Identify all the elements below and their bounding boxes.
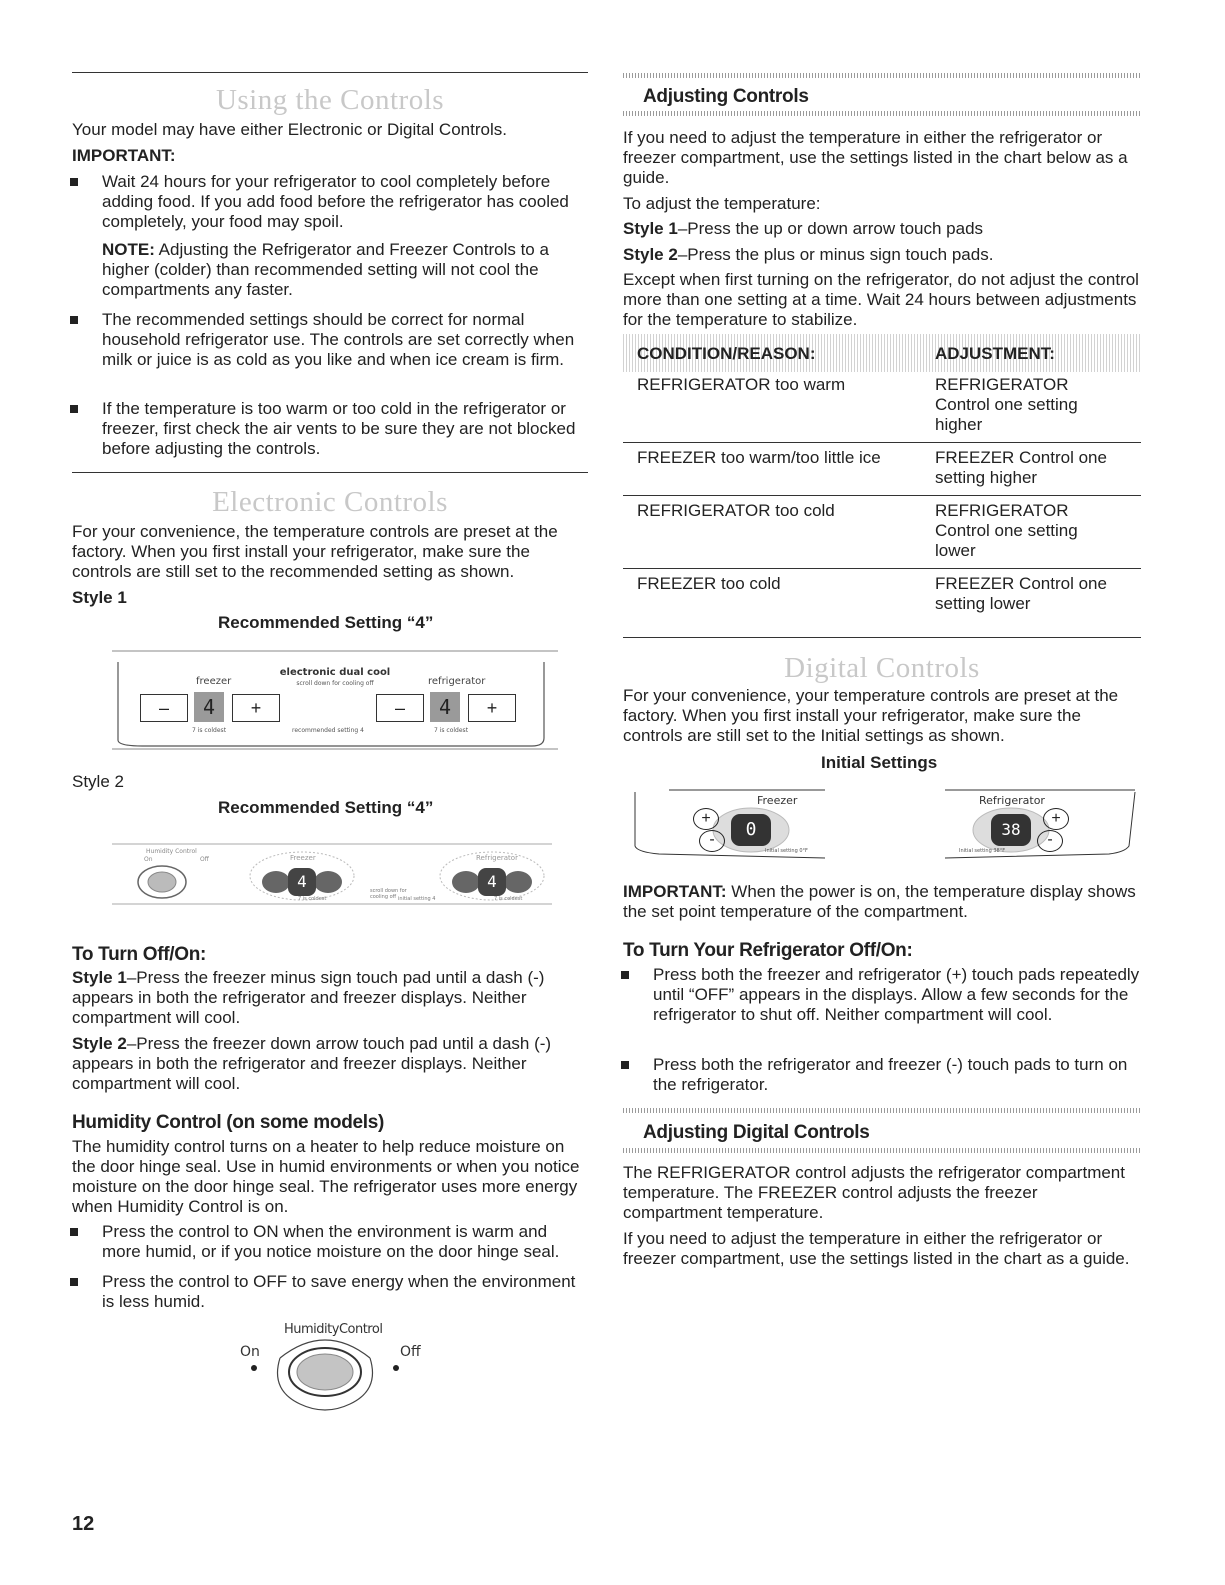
adjustment-cell: FREEZER Control one setting lower xyxy=(935,574,1107,613)
adjustment-table xyxy=(623,334,1141,640)
freezer-display: 0 xyxy=(745,819,757,840)
style1-label: Style 1 xyxy=(623,219,678,238)
electronic-panel-style1 xyxy=(112,650,558,750)
digital-controls-title: Digital Controls xyxy=(784,652,980,684)
refrigerator-display: 38 xyxy=(1001,820,1021,839)
row-divider xyxy=(623,637,1141,638)
humidity-label: Humidity Control xyxy=(146,848,197,855)
coldest-note: 7 is coldest xyxy=(192,727,227,734)
style2-label: Style 2 xyxy=(72,1034,127,1053)
freezer-minus-button[interactable]: – xyxy=(140,694,188,722)
turn-off-style2 xyxy=(72,1034,572,1094)
recommended-note: recommended setting 4 xyxy=(292,727,364,734)
bullet-icon xyxy=(70,316,78,324)
digital-panel xyxy=(629,786,1139,862)
adjustment-cell: REFRIGERATOR Control one setting higher xyxy=(935,375,1078,434)
style1-label: Style 1 xyxy=(72,588,127,607)
initial-note: initial setting 4 xyxy=(398,896,436,902)
note-label: NOTE: xyxy=(102,240,155,259)
humidity-text: The humidity control turns on a heater to help reduce moisture on the door hinge seal. Use in humid environments or when you notice moisture on the door hinge seal. The refrigerator uses more energy when Humidity Control is on. xyxy=(72,1137,580,1216)
row-divider xyxy=(623,495,1141,496)
refrigerator-label: Refrigerator xyxy=(476,854,518,862)
style2-text: –Press the freezer down arrow touch pad until a dash (-) appears in both the refrigerator and freezer displays. Neither compartment will cool. xyxy=(72,1034,552,1093)
refrigerator-minus-button[interactable]: – xyxy=(376,694,424,722)
freezer-plus-button[interactable]: + xyxy=(232,694,280,722)
off-label: Off xyxy=(400,1344,421,1360)
adjusting-p2: To adjust the temperature: xyxy=(623,194,821,213)
bullet-text: Press both the freezer and refrigerator (+) touch pads repeatedly until “OFF” appears in the displays. Allow a few seconds for the refrigerator to shut off. Neither compartment will cool. xyxy=(653,965,1140,1024)
adjusting-p1: If you need to adjust the temperature in either the refrigerator or freezer compartment, use the settings listed in the chart below as a guide. xyxy=(623,128,1128,187)
digital-important xyxy=(623,882,1141,922)
adjustment-cell: REFRIGERATOR Control one setting lower xyxy=(935,501,1078,560)
freezer-initial-note: Initial setting 0°F xyxy=(765,848,808,854)
humidity-control-diagram xyxy=(230,1320,430,1430)
adjusting-digital-heading: Adjusting Digital Controls xyxy=(643,1122,870,1143)
refrigerator-display: 4 xyxy=(430,692,460,722)
note-text: Adjusting the Refrigerator and Freezer Controls to a higher (colder) than recommended setting will not cool the compartments any faster. xyxy=(102,240,549,299)
section-divider xyxy=(72,72,588,73)
row-divider xyxy=(623,568,1141,569)
refrigerator-plus-button[interactable]: + xyxy=(1043,808,1069,830)
style2-label: Style 2 xyxy=(72,772,124,791)
freezer-label: freezer xyxy=(196,676,232,687)
list-item xyxy=(72,172,588,232)
style2-text: –Press the plus or minus sign touch pads. xyxy=(677,245,994,264)
row-divider xyxy=(623,442,1141,443)
refrigerator-initial-note: Initial setting 38°F xyxy=(959,848,1006,854)
bullet-icon xyxy=(70,178,78,186)
coldest-note: 7 is coldest xyxy=(298,896,327,902)
coldest-note: 7 is coldest xyxy=(494,896,523,902)
hatched-divider xyxy=(623,1148,1141,1153)
adjustment-cell: FREEZER Control one setting higher xyxy=(935,448,1107,487)
adjusting-style2 xyxy=(623,245,993,265)
style1-text: –Press the freezer minus sign touch pad until a dash (-) appears in both the refrigerator and freezer displays. Neither compartment will cool. xyxy=(72,968,545,1027)
hatched-divider xyxy=(623,1108,1141,1113)
style2-caption: Recommended Setting “4” xyxy=(218,798,434,817)
scroll-note: scroll down for cooling off xyxy=(370,888,407,900)
header-condition: CONDITION/REASON: xyxy=(637,344,816,363)
off-label: Off xyxy=(200,856,209,863)
freezer-plus-button[interactable]: + xyxy=(693,808,719,830)
using-controls-title: Using the Controls xyxy=(215,84,445,116)
turn-off-style1 xyxy=(72,968,572,1028)
list-item xyxy=(72,310,588,370)
adjusting-style1 xyxy=(623,219,983,239)
bullet-text: Press the control to ON when the environment is warm and more humid, or if you notice moisture on the door hinge seal. xyxy=(102,1222,560,1261)
turn-off-on-heading: To Turn Off/On: xyxy=(72,944,207,965)
initial-settings-caption: Initial Settings xyxy=(821,753,938,772)
bullet-icon xyxy=(621,1061,629,1069)
digital-intro: For your convenience, your temperature controls are preset at the factory. When you first install your refrigerator, make sure the controls are still set to the Initial settings as shown. xyxy=(623,686,1119,745)
refrigerator-display: 4 xyxy=(487,872,497,891)
electronic-controls-title: Electronic Controls xyxy=(212,486,448,518)
bullet-icon xyxy=(621,971,629,979)
list-item xyxy=(623,965,1141,1025)
refrigerator-minus-button[interactable]: - xyxy=(1037,830,1063,852)
panel-subtitle: scroll down for cooling off xyxy=(296,680,374,687)
bullet-text: Wait 24 hours for your refrigerator to cool completely before adding food. If you add food before the refrigerator has cooled completely, your food may spoil. xyxy=(102,172,569,231)
list-item xyxy=(623,1055,1141,1095)
condition-cell: FREEZER too cold xyxy=(637,574,781,593)
bullet-icon xyxy=(70,405,78,413)
adjusting-controls-heading: Adjusting Controls xyxy=(643,86,809,107)
hatched-divider xyxy=(623,73,1141,78)
panel-title: electronic dual cool xyxy=(279,667,391,678)
bullet-icon xyxy=(70,1278,78,1286)
note-paragraph xyxy=(102,240,588,300)
important-label: IMPORTANT: xyxy=(623,882,727,901)
adjusting-digital-p2: If you need to adjust the temperature in either the refrigerator or freezer compartment, use the settings listed in the chart as a guide. xyxy=(623,1229,1130,1268)
condition-cell: REFRIGERATOR too cold xyxy=(637,501,835,520)
using-controls-intro: Your model may have either Electronic or Digital Controls. xyxy=(72,120,507,139)
style1-text: –Press the up or down arrow touch pads xyxy=(677,219,984,238)
electronic-intro: For your convenience, the temperature controls are preset at the factory. When you first install your refrigerator, make sure the controls are still set to the recommended setting as shown. xyxy=(72,522,558,581)
bullet-text: The recommended settings should be correct for normal household refrigerator use. The controls are set correctly when milk or juice is as cold as you like and when ice cream is firm. xyxy=(102,310,575,369)
bullet-text: Press the control to OFF to save energy when the environment is less humid. xyxy=(102,1272,576,1311)
bullet-text: Press both the refrigerator and freezer (-) touch pads to turn on the refrigerator. xyxy=(653,1055,1128,1094)
style1-label: Style 1 xyxy=(72,968,127,987)
freezer-label: Freezer xyxy=(757,794,798,807)
turn-fridge-heading: To Turn Your Refrigerator Off/On: xyxy=(623,940,913,961)
refrigerator-label: Refrigerator xyxy=(979,794,1045,807)
style2-label: Style 2 xyxy=(623,245,678,264)
condition-cell: FREEZER too warm/too little ice xyxy=(637,448,881,467)
humidity-diagram-title: HumidityControl xyxy=(284,1322,383,1337)
section-divider xyxy=(72,472,588,473)
adjusting-p3: Except when first turning on the refrigerator, do not adjust the control more than one setting at a time. Wait 24 hours between adjustments for the temperature to stabilize. xyxy=(623,270,1139,329)
humidity-dial[interactable] xyxy=(230,1320,430,1430)
list-item xyxy=(72,1272,588,1312)
adjusting-digital-p1: The REFRIGERATOR control adjusts the refrigerator compartment temperature. The FREEZER control adjusts the freezer compartment temperature. xyxy=(623,1163,1125,1222)
list-item xyxy=(72,399,588,459)
freezer-display: 4 xyxy=(297,872,307,891)
style1-caption: Recommended Setting “4” xyxy=(218,613,434,632)
on-label: On xyxy=(240,1344,260,1360)
refrigerator-label: refrigerator xyxy=(428,676,486,687)
bullet-icon xyxy=(70,1228,78,1236)
condition-cell: REFRIGERATOR too warm xyxy=(637,375,846,394)
coldest-note: 7 is coldest xyxy=(434,727,469,734)
list-item xyxy=(72,1222,588,1262)
bullet-text: If the temperature is too warm or too cold in the refrigerator or freezer, first check the air vents to be sure they are not blocked before adjusting the controls. xyxy=(102,399,576,458)
header-adjustment: ADJUSTMENT: xyxy=(935,344,1055,363)
refrigerator-plus-button[interactable]: + xyxy=(468,694,516,722)
freezer-label: Freezer xyxy=(290,854,316,862)
freezer-display: 4 xyxy=(194,692,224,722)
important-label: IMPORTANT: xyxy=(72,146,176,165)
on-label: On xyxy=(144,856,153,863)
hatched-divider xyxy=(623,111,1141,116)
humidity-heading: Humidity Control (on some models) xyxy=(72,1112,385,1133)
electronic-panel-style2 xyxy=(112,838,552,910)
page-number: 12 xyxy=(72,1513,95,1535)
freezer-minus-button[interactable]: - xyxy=(699,830,725,852)
important-text: When the power is on, the temperature display shows the set point temperature of the compartment. xyxy=(623,882,1136,921)
